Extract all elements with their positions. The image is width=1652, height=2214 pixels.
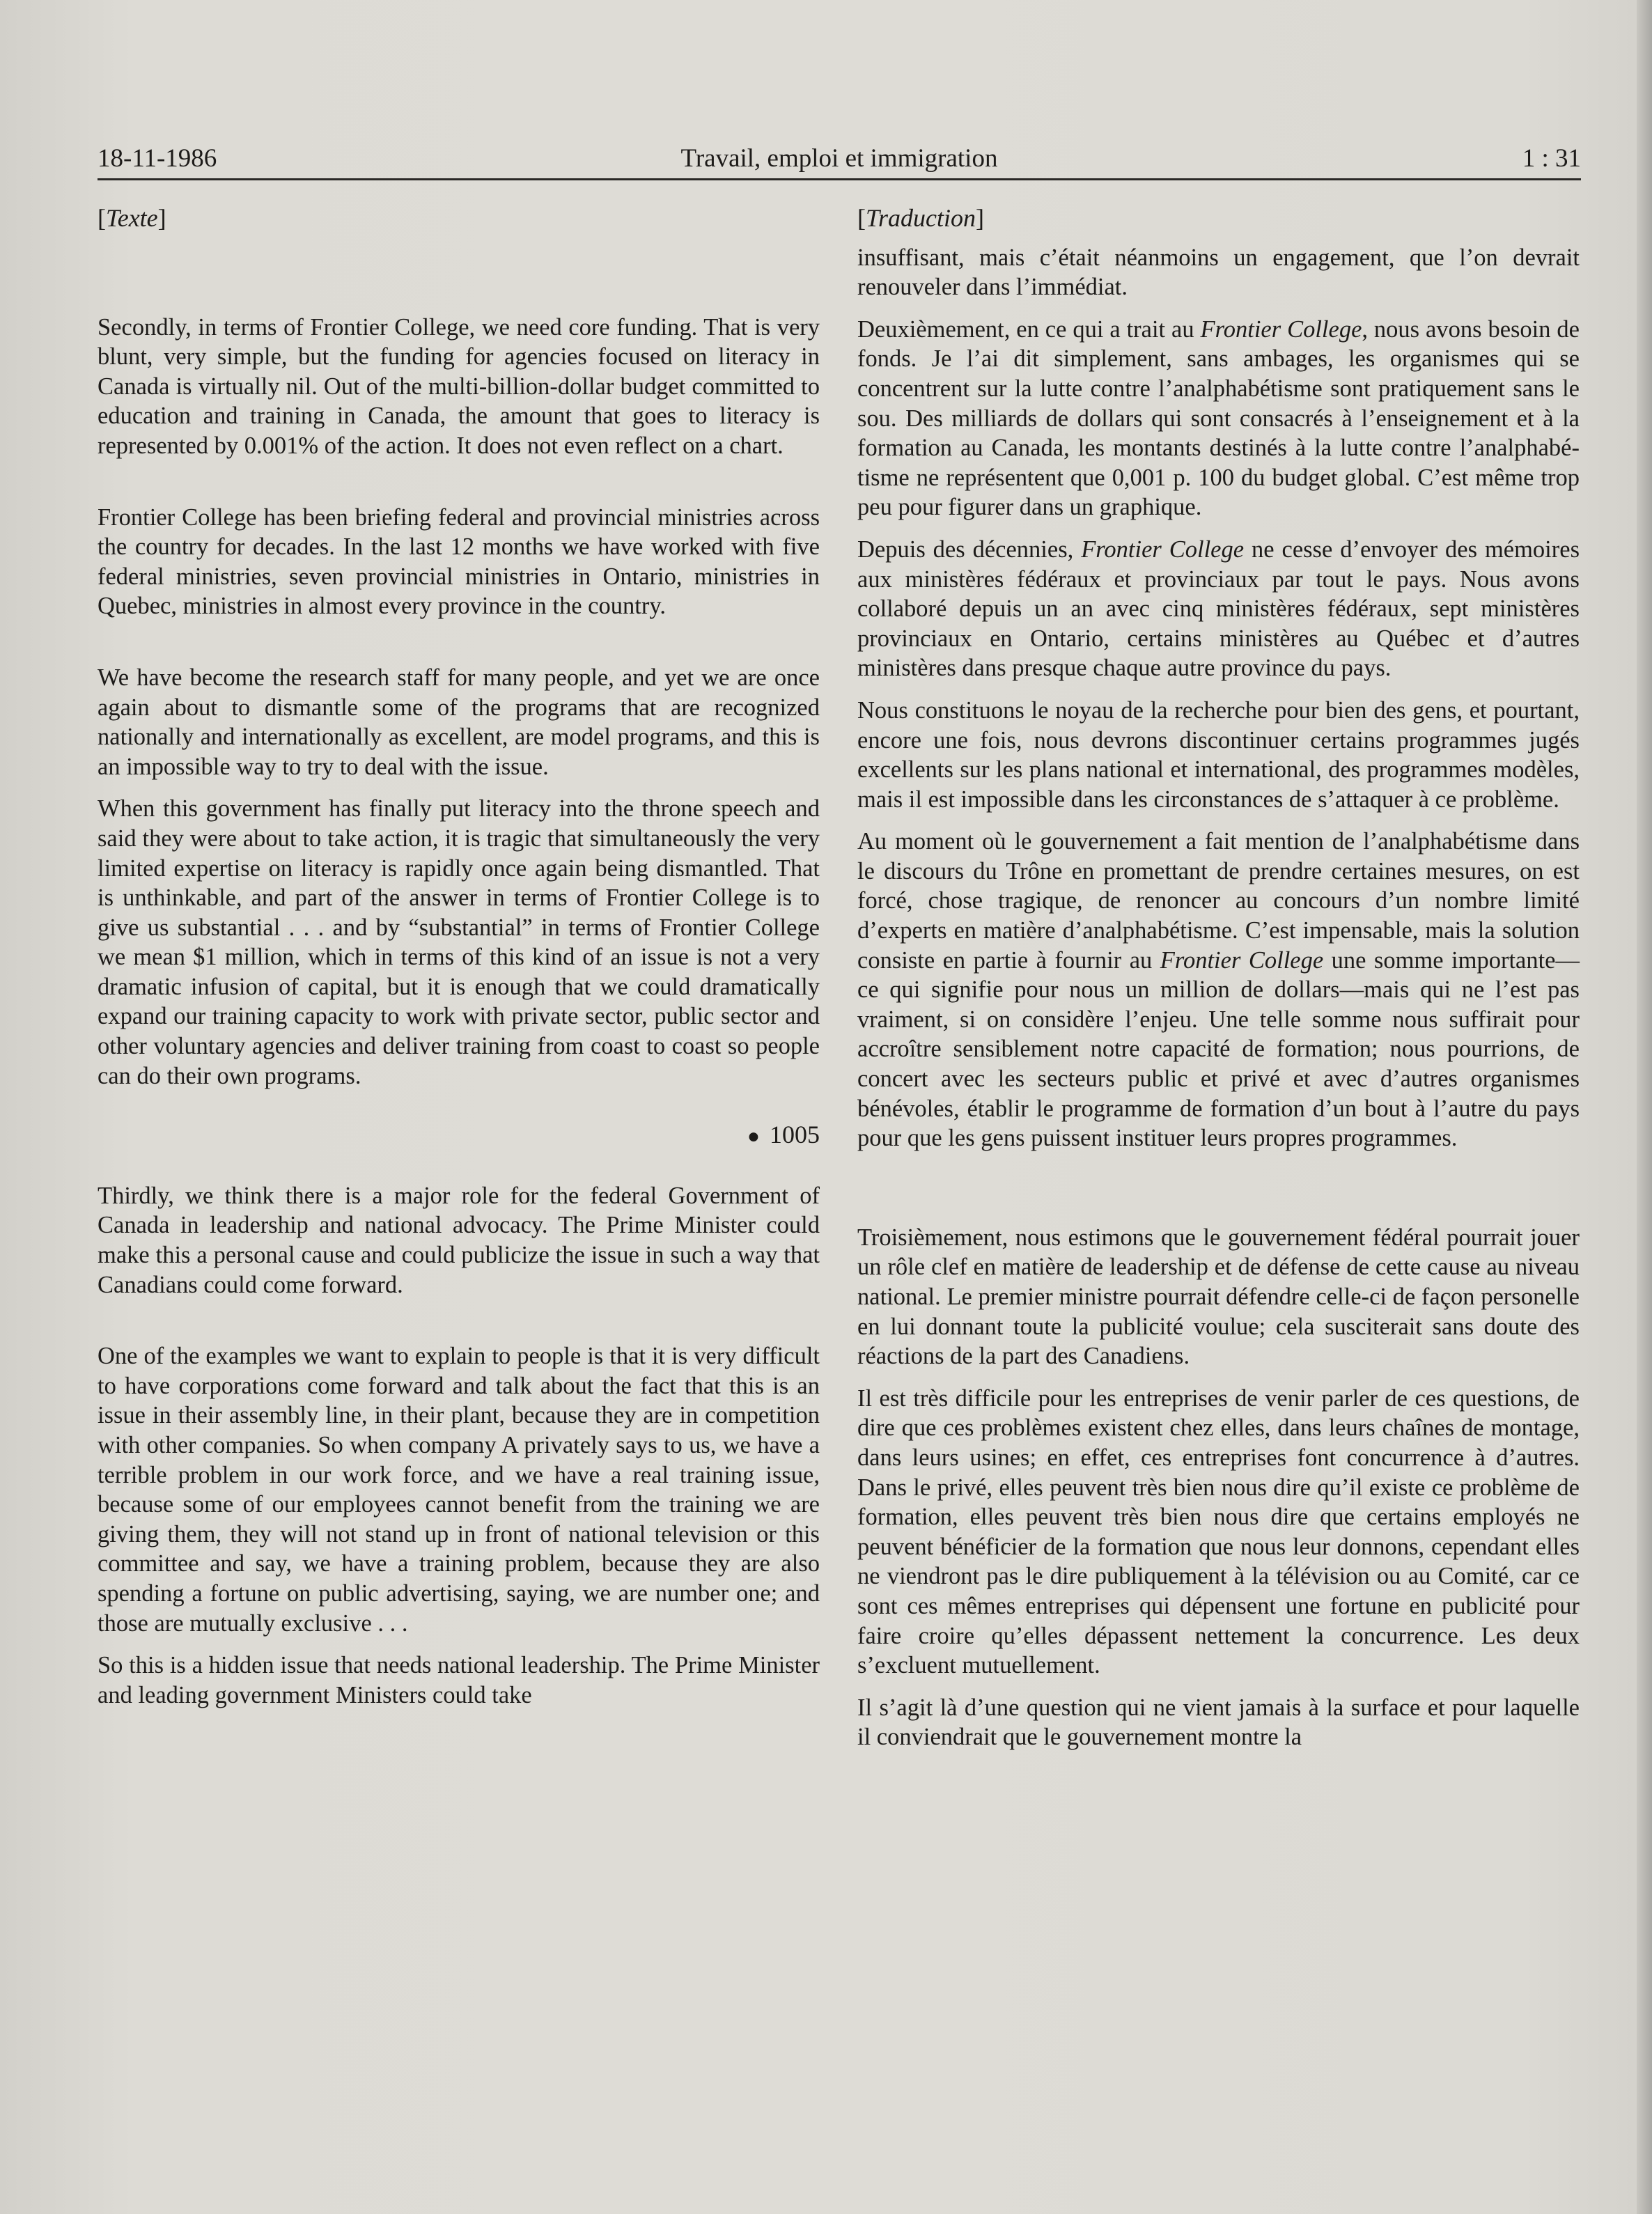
running-header [98,138,1581,180]
bullet-icon: ● [747,1125,760,1148]
column-french [857,203,1580,1752]
paragraph: So this is a hidden issue that needs national leadership. The Prime Minister and leading government Ministers could take [98,1652,820,1708]
paragraph: Deuxièmement, en ce qui a trait au Frontier College, nous avons besoin de fonds. Je l’ai dit simplement, sans ambages, les organismes qui se concentrent sur la lutte contre l’analphabétisme sont pratiquement sans le sou. Des milliards de dollars qui sont consacrés à l’enseignement et à la formation au Canada, les montants destinés à la lutte contre l’analphabétisme ne représentent que 0,001 p. 100 du budget global. C’est même trop peu pour figurer dans un graphique. [857,315,1580,521]
column-english [98,203,820,1710]
paragraph: When this government has finally put literacy into the throne speech and said they were about to take action, it is tragic that simultaneously the very limited expertise on literacy is rapidly once again being dismantled. That is unthinkable, and part of the answer in terms of Frontier College is to give us substantial . . . and by “substantial” in terms of Frontier College we mean $1 million, which in terms of this kind of an issue is not a very dramatic infusion of capital, but it is enough that we could dramatically expand our training capacity to work with private sector, public sector and other voluntary agencies and deliver training from coast to coast so people can do their own programs. [98,795,820,1089]
paragraph: Depuis des décennies, Frontier College ne cesse d’envoyer des mémoires aux ministères fédéraux et provinciaux par tout le pays. Nous avons collaboré depuis un an avec cinq ministères fédéraux, sept ministères provinciaux en Ontario, certains ministères au Québec et d’autres ministères dans presque chaque autre province du pays. [857,536,1580,682]
paragraph: We have become the research staff for many people, and yet we are once again about to dismantle some of the programs that are recognized nationally and internationally as excellent, are model programs, and this is an impossible way to try to deal with the issue. [98,664,820,780]
paragraph: Il s’agit là d’une question qui ne vient jamais à la surface et pour laquelle il conviendrait que le gouvernement montre la [857,1694,1580,1751]
paragraph: insuffisant, mais c’était néanmoins un engagement, que l’on devrait renouveler dans l’immédiat. [857,244,1580,301]
header-date: 18-11-1986 [98,144,217,173]
header-rule [98,178,1581,180]
paragraph: Troisièmement, nous estimons que le gouvernement fédéral pourrait jouer un rôle clef en matière de leadership et de défense de cette cause au niveau national. Le premier ministre pourrait défendre celle-ci de façon personelle en lui donnant toute la publicité voulue; cela susciterait sans doute des réactions de la part des Canadiens. [857,1224,1580,1370]
header-page-number: 1 : 31 [1522,144,1581,173]
page-edge [1637,0,1652,2214]
paragraph: Secondly, in terms of Frontier College, we need core funding. That is very blunt, very simple, but the funding for agencies focused on literacy in Canada is virtually nil. Out of the multi-billion-dollar budget committed to education and training in Canada, the amount that goes to literacy is represented by 0.001% of the action. It does not even reflect on a chart. [98,313,820,459]
paragraph: Il est très difficile pour les entreprises de venir parler de ces questions, de dire que ces problèmes existent chez elles, dans leurs chaînes de montage, dans leurs usines; en effet, ces entreprises font concurrence à d’autres. Dans le privé, elles peuvent très bien nous dire qu’il existe ce problème de formation, elles peuvent très bien nous dire que certains employés ne peuvent bénéficier de la formation que nous leur donnons, cependant elles ne viendront pas le dire publiquement à la télévision ou au Comité, car ce sont ces mêmes entreprises qui dépensent une fortune en publicité pour faire croire qu’elles dépassent nettement la concurrence. Les deux s’excluent mutuellement. [857,1385,1580,1679]
column-label-texte: [Texte] [98,204,166,232]
time-marker: ● 1005 [747,1121,820,1149]
paragraph: One of the examples we want to explain to people is that it is very difficult to have corporations come forward and talk about the fact that this is an issue in their assembly line, in their plant, because they are in competition with other companies. So when company A privately says to us, we have a terrible problem in our work force, and we have a real training issue, because some of our employees cannot benefit from the training we are giving them, they will not stand up in front of national television or this committee and say, we have a training problem, because they are also spending a fortune on public advertising, saying, we are number one; and those are mutually exclusive . . . [98,1343,820,1637]
paragraph: Nous constituons le noyau de la recherche pour bien des gens, et pourtant, encore une fois, nous devrons discontinuer certains programmes jugés excellents sur les plans national et international, des programmes modèles, mais il est impossible dans les circonstances de s’attaquer à ce problème. [857,696,1580,813]
paragraph: Thirdly, we think there is a major role for the federal Government of Canada in leadership and national advocacy. The Prime Minister could make this a personal cause and could publicize the issue in such a way that Canadians could come forward. [98,1182,820,1298]
header-title: Travail, emploi et immigration [680,144,998,173]
column-label-traduction: [Traduction] [857,204,985,232]
paragraph: Frontier College has been briefing federal and provincial ministries across the country for decades. In the last 12 months we have worked with five federal ministries, seven provincial ministries in Ontario, ministries in Quebec, ministries in almost every province in the country. [98,504,820,620]
paragraph: Au moment où le gouvernement a fait mention de l’analphabétisme dans le discours du Trône en promettant de prendre certaines mesures, on est forcé, chose tragique, de renoncer au concours d’un nombre limité d’experts en matière d’analphabétisme. C’est impensable, mais la solution consiste en partie à fournir au Frontier College une somme importante—ce qui signifie pour nous un million de dollars—mais qui ne l’est pas vraiment, si on considère l’enjeu. Une telle somme nous suffirait pour accroître sensiblement notre capacité de formation; nous pourrions, de concert avec les secteurs public et privé et avec d’autres organismes bénévoles, établir le programme de formation d’un bout à l’autre du pays pour que les gens puissent instituer leurs propres programmes. [857,828,1580,1152]
